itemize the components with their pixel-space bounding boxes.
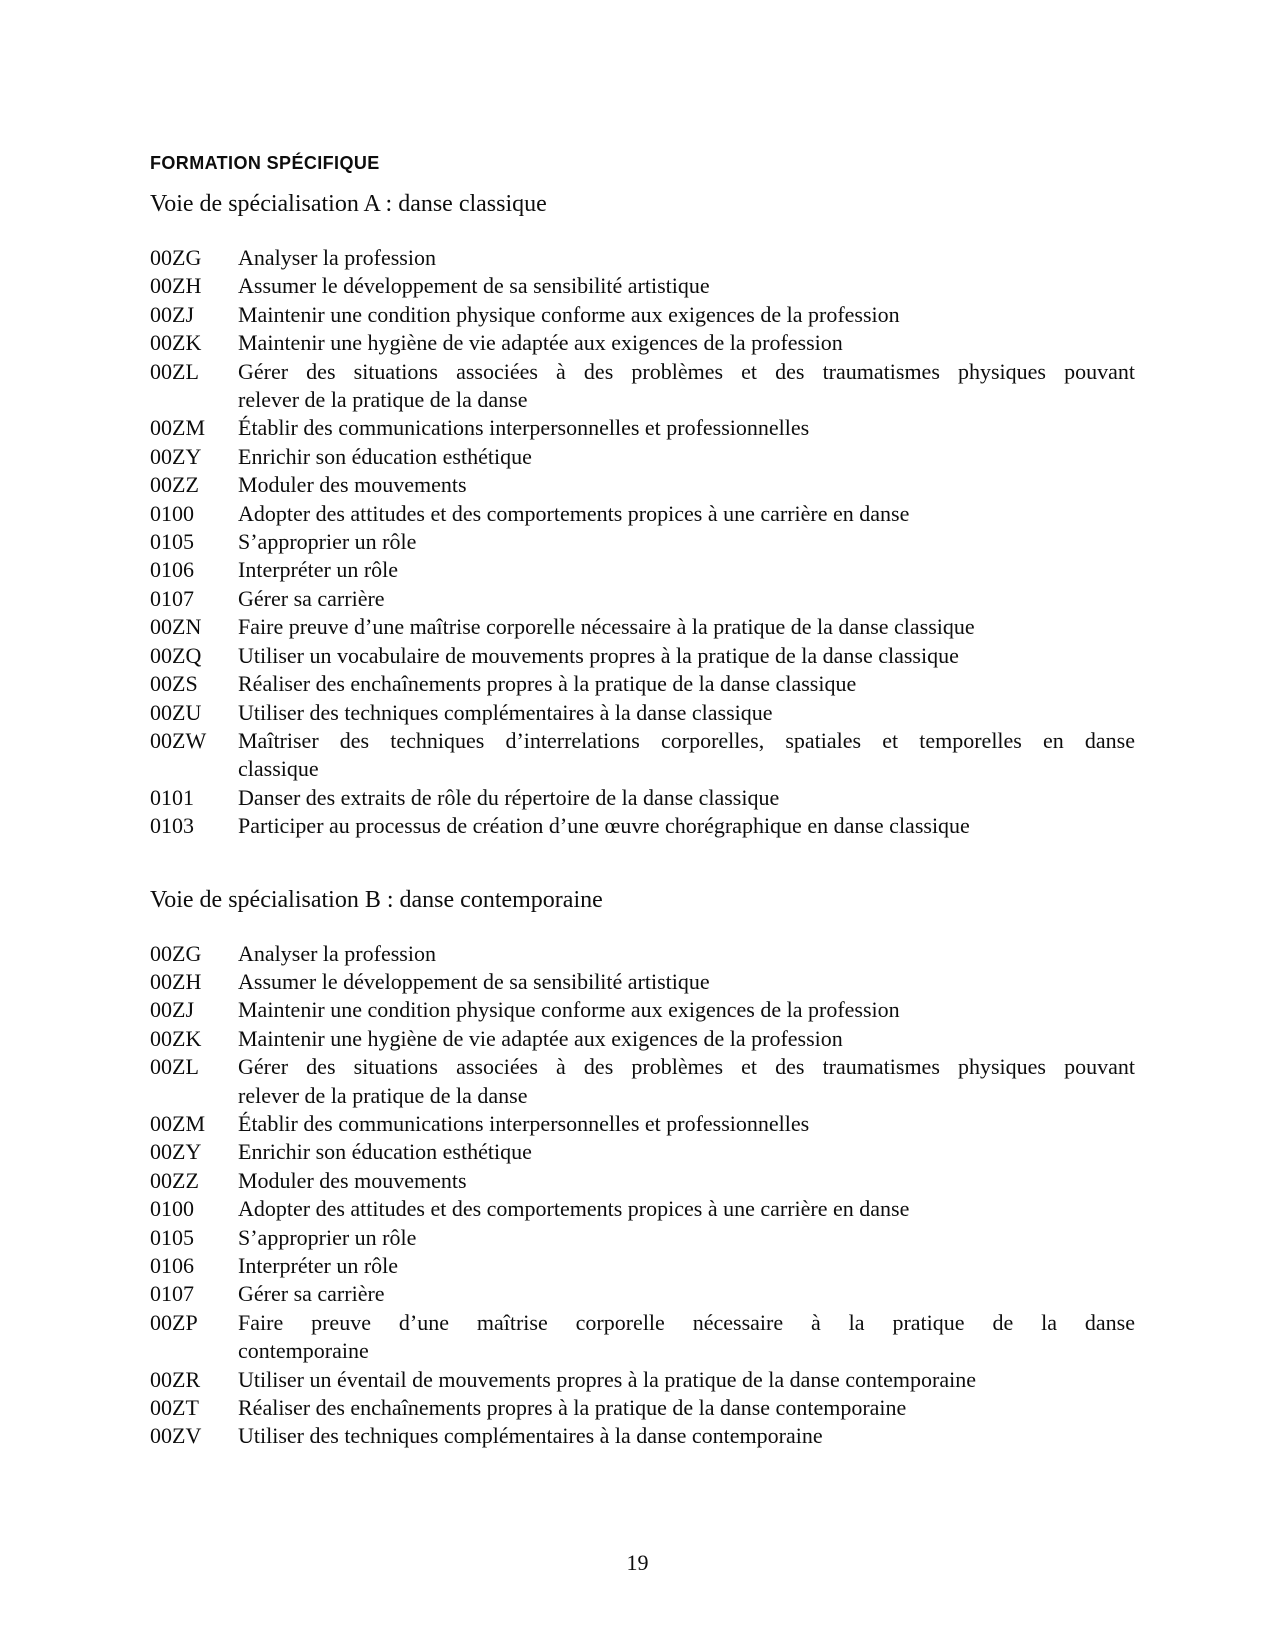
competency-description bbox=[238, 1110, 1135, 1138]
competency-code: 00ZN bbox=[150, 614, 202, 640]
competency-line: Gérer des situations associées à des problèmes et des traumatismes physiques pouvant bbox=[238, 358, 1135, 384]
competency-line: Maintenir une condition physique conforme aux exigences de la profession bbox=[238, 301, 900, 327]
competency-code: 00ZV bbox=[150, 1423, 202, 1449]
competency-line: Maîtriser des techniques d’interrelations corporelles, spatiales et temporelles en danse bbox=[238, 727, 1135, 753]
competency-description bbox=[238, 272, 1135, 300]
sections bbox=[150, 190, 1135, 1451]
competency-code: 0106 bbox=[150, 557, 194, 583]
competency-line: classique bbox=[238, 756, 319, 782]
competency-code: 0105 bbox=[150, 1224, 194, 1250]
competency-line: Gérer sa carrière bbox=[238, 585, 385, 611]
competency-line: relever de la pratique de la danse bbox=[238, 1082, 528, 1108]
competency-line: Analyser la profession bbox=[238, 245, 436, 270]
competency-line: Faire preuve d’une maîtrise corporelle nécessaire à la pratique de la danse classique bbox=[238, 614, 975, 640]
competency-code: 00ZY bbox=[150, 443, 202, 469]
competency-line: Établir des communications interpersonnelles et professionnelles bbox=[238, 1110, 810, 1136]
competency-list bbox=[150, 940, 1135, 1451]
competency-description bbox=[238, 329, 1135, 357]
page-number: 19 bbox=[626, 1550, 649, 1575]
specialization-section bbox=[150, 886, 1135, 1451]
competency-row bbox=[150, 940, 1135, 968]
competency-code: 00ZW bbox=[150, 727, 207, 753]
competency-description bbox=[238, 699, 1135, 727]
competency-line: Maintenir une condition physique conforme aux exigences de la profession bbox=[238, 997, 900, 1023]
competency-line: Adopter des attitudes et des comportements propices à une carrière en danse bbox=[238, 500, 910, 526]
competency-line: Enrichir son éducation esthétique bbox=[238, 1139, 532, 1165]
competency-code: 00ZJ bbox=[150, 301, 194, 327]
competency-row bbox=[150, 358, 1135, 415]
competency-line: Analyser la profession bbox=[238, 940, 436, 966]
competency-code: 00ZH bbox=[150, 273, 202, 299]
competency-line: Moduler des mouvements bbox=[238, 472, 467, 498]
competency-description bbox=[238, 940, 1135, 968]
competency-code: 0107 bbox=[150, 585, 194, 611]
competency-description bbox=[238, 727, 1135, 784]
competency-row bbox=[150, 528, 1135, 556]
competency-row bbox=[150, 1025, 1135, 1053]
competency-description bbox=[238, 613, 1135, 641]
competency-description bbox=[238, 585, 1135, 613]
competency-code: 00ZL bbox=[150, 358, 199, 384]
competency-code: 00ZR bbox=[150, 1366, 201, 1392]
competency-line: Enrichir son éducation esthétique bbox=[238, 443, 532, 469]
competency-row bbox=[150, 1422, 1135, 1450]
competency-line: Établir des communications interpersonnelles et professionnelles bbox=[238, 415, 810, 441]
competency-line: Utiliser un vocabulaire de mouvements propres à la pratique de la danse classique bbox=[238, 642, 959, 668]
competency-line: Réaliser des enchaînements propres à la pratique de la danse classique bbox=[238, 671, 857, 697]
competency-code: 0101 bbox=[150, 784, 194, 810]
competency-row bbox=[150, 301, 1135, 329]
competency-line: Réaliser des enchaînements propres à la pratique de la danse contemporaine bbox=[238, 1395, 907, 1421]
competency-code: 00ZU bbox=[150, 699, 202, 725]
competency-row bbox=[150, 500, 1135, 528]
competency-line: Assumer le développement de sa sensibilité artistique bbox=[238, 273, 710, 299]
competency-code: 00ZH bbox=[150, 968, 202, 994]
competency-line: relever de la pratique de la danse bbox=[238, 387, 528, 413]
competency-description bbox=[238, 528, 1135, 556]
competency-row bbox=[150, 244, 1135, 272]
competency-code: 0103 bbox=[150, 813, 194, 839]
competency-line: Maintenir une hygiène de vie adaptée aux exigences de la profession bbox=[238, 330, 843, 356]
competency-description bbox=[238, 812, 1135, 840]
competency-description bbox=[238, 358, 1135, 415]
competency-description bbox=[238, 1195, 1135, 1223]
competency-line: Utiliser des techniques complémentaires à la danse classique bbox=[238, 699, 773, 725]
competency-row bbox=[150, 1167, 1135, 1195]
competency-code: 00ZZ bbox=[150, 472, 199, 498]
competency-line: Participer au processus de création d’une œuvre chorégraphique en danse classique bbox=[238, 813, 970, 839]
competency-line: Utiliser un éventail de mouvements propres à la pratique de la danse contemporaine bbox=[238, 1366, 976, 1392]
competency-row bbox=[150, 471, 1135, 499]
competency-row bbox=[150, 1138, 1135, 1166]
competency-line: Assumer le développement de sa sensibilité artistique bbox=[238, 968, 710, 994]
competency-row bbox=[150, 613, 1135, 641]
competency-description bbox=[238, 443, 1135, 471]
competency-row bbox=[150, 996, 1135, 1024]
competency-description bbox=[238, 1422, 1135, 1450]
competency-line: Maintenir une hygiène de vie adaptée aux exigences de la profession bbox=[238, 1025, 843, 1051]
competency-row bbox=[150, 784, 1135, 812]
competency-row bbox=[150, 812, 1135, 840]
competency-description bbox=[238, 1224, 1135, 1252]
competency-description bbox=[238, 1167, 1135, 1195]
competency-code: 00ZJ bbox=[150, 997, 194, 1023]
competency-line: Adopter des attitudes et des comportements propices à une carrière en danse bbox=[238, 1196, 910, 1222]
competency-description bbox=[238, 556, 1135, 584]
competency-description bbox=[238, 1280, 1135, 1308]
competency-line: Moduler des mouvements bbox=[238, 1167, 467, 1193]
competency-row bbox=[150, 642, 1135, 670]
competency-description bbox=[238, 244, 1135, 272]
competency-line: S’approprier un rôle bbox=[238, 529, 417, 555]
competency-code: 0100 bbox=[150, 500, 194, 526]
competency-description bbox=[238, 1138, 1135, 1166]
competency-row bbox=[150, 329, 1135, 357]
competency-description bbox=[238, 414, 1135, 442]
section-title: Voie de spécialisation A : danse classique bbox=[150, 191, 547, 217]
page-content bbox=[150, 153, 1135, 1451]
competency-line: Interpréter un rôle bbox=[238, 557, 399, 583]
competency-row bbox=[150, 1195, 1135, 1223]
competency-row bbox=[150, 1309, 1135, 1366]
competency-row bbox=[150, 670, 1135, 698]
competency-line: Gérer des situations associées à des problèmes et des traumatismes physiques pouvant bbox=[238, 1054, 1135, 1080]
competency-description bbox=[238, 968, 1135, 996]
competency-code: 00ZL bbox=[150, 1054, 199, 1080]
competency-description bbox=[238, 301, 1135, 329]
competency-line: S’approprier un rôle bbox=[238, 1224, 417, 1250]
competency-row bbox=[150, 699, 1135, 727]
competency-description bbox=[238, 670, 1135, 698]
competency-row bbox=[150, 1366, 1135, 1394]
competency-description bbox=[238, 1394, 1135, 1422]
competency-line: contemporaine bbox=[238, 1338, 369, 1364]
competency-row bbox=[150, 1224, 1135, 1252]
competency-description bbox=[238, 1025, 1135, 1053]
competency-description bbox=[238, 1252, 1135, 1280]
competency-description bbox=[238, 996, 1135, 1024]
competency-row bbox=[150, 443, 1135, 471]
competency-row bbox=[150, 1252, 1135, 1280]
competency-row bbox=[150, 556, 1135, 584]
competency-code: 00ZG bbox=[150, 940, 202, 966]
competency-line: Utiliser des techniques complémentaires à la danse contemporaine bbox=[238, 1423, 823, 1449]
competency-code: 00ZQ bbox=[150, 642, 202, 668]
competency-code: 00ZP bbox=[150, 1309, 198, 1335]
competency-description bbox=[238, 1053, 1135, 1110]
competency-list bbox=[150, 244, 1135, 841]
specialization-section bbox=[150, 190, 1135, 841]
competency-code: 0100 bbox=[150, 1196, 194, 1222]
competency-description bbox=[238, 471, 1135, 499]
competency-description bbox=[238, 784, 1135, 812]
competency-line: Danser des extraits de rôle du répertoire de la danse classique bbox=[238, 784, 780, 810]
competency-code: 00ZM bbox=[150, 415, 205, 441]
competency-line: Faire preuve d’une maîtrise corporelle nécessaire à la pratique de la danse bbox=[238, 1309, 1135, 1335]
competency-row bbox=[150, 1280, 1135, 1308]
competency-code: 00ZS bbox=[150, 671, 198, 697]
competency-row bbox=[150, 414, 1135, 442]
section-title: Voie de spécialisation B : danse contemporaine bbox=[150, 886, 603, 913]
competency-description bbox=[238, 1366, 1135, 1394]
competency-row bbox=[150, 272, 1135, 300]
page-heading: FORMATION SPÉCIFIQUE bbox=[150, 153, 380, 173]
competency-code: 00ZG bbox=[150, 245, 202, 270]
competency-row bbox=[150, 585, 1135, 613]
competency-description bbox=[238, 1309, 1135, 1366]
competency-code: 00ZK bbox=[150, 1025, 202, 1051]
competency-code: 00ZZ bbox=[150, 1167, 199, 1193]
competency-code: 0106 bbox=[150, 1253, 194, 1278]
competency-code: 00ZM bbox=[150, 1110, 205, 1136]
competency-row bbox=[150, 1394, 1135, 1422]
competency-line: Interpréter un rôle bbox=[238, 1253, 399, 1278]
competency-row bbox=[150, 1110, 1135, 1138]
competency-code: 0107 bbox=[150, 1281, 194, 1307]
competency-row bbox=[150, 1053, 1135, 1110]
competency-description bbox=[238, 500, 1135, 528]
competency-description bbox=[238, 642, 1135, 670]
competency-code: 00ZT bbox=[150, 1395, 199, 1421]
competency-code: 0105 bbox=[150, 529, 194, 555]
competency-row bbox=[150, 727, 1135, 784]
competency-line: Gérer sa carrière bbox=[238, 1281, 385, 1307]
competency-row bbox=[150, 968, 1135, 996]
competency-code: 00ZK bbox=[150, 330, 202, 356]
competency-code: 00ZY bbox=[150, 1139, 202, 1165]
